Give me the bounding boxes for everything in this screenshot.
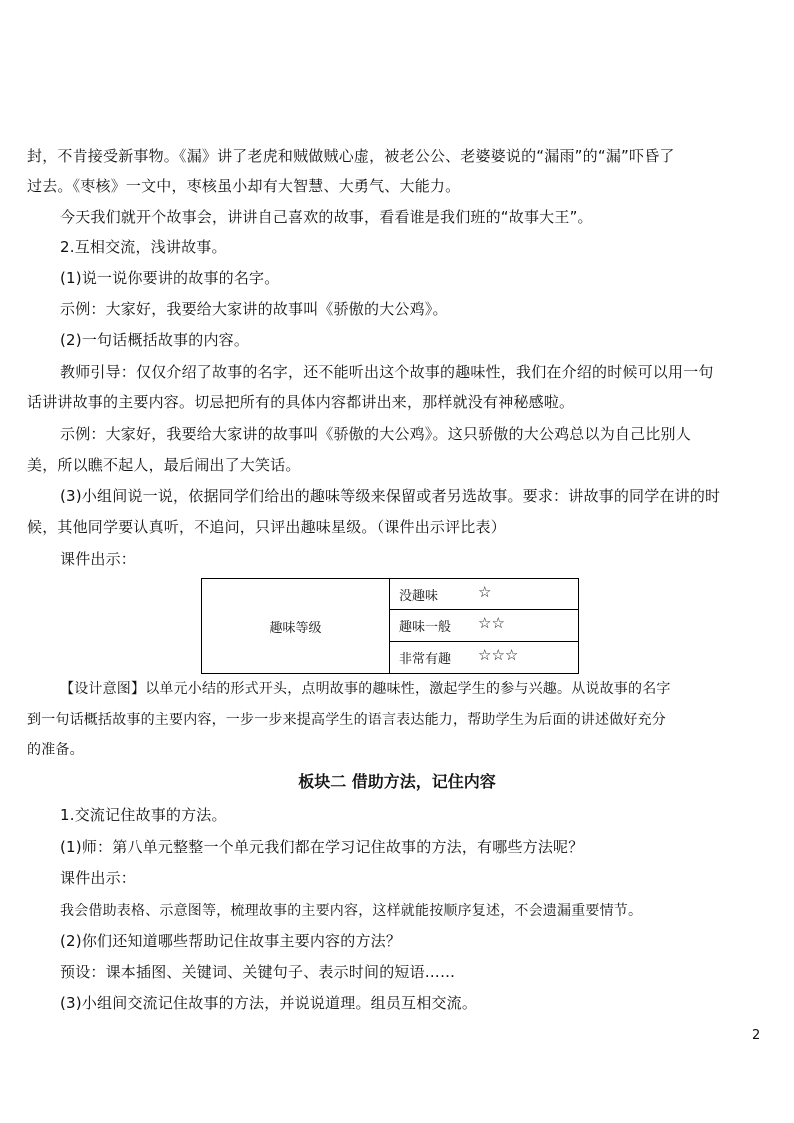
star-rating: ☆☆ [478, 614, 505, 632]
paragraph-line: 美，所以瞧不起人，最后闹出了大笑话。 [27, 456, 301, 474]
rating-table [201, 578, 579, 674]
paragraph-line: (3)小组间交流记住故事的方法，并说说道理。组员互相交流。 [60, 994, 478, 1012]
paragraph-line: 候，其他同学要认真听，不追问，只评出趣味星级。（课件出示评比表） [27, 518, 506, 536]
design-intent-line: 【设计意图】以单元小结的形式开头，点明故事的趣味性，激起学生的参与兴趣。从说故事的名字 [60, 681, 671, 697]
rating-row [390, 642, 578, 673]
rating-table-label: 趣味等级 [202, 579, 390, 673]
paragraph-line: (1)说一说你要讲的故事的名字。 [60, 269, 280, 287]
paragraph-line: 课件出示： [60, 550, 137, 568]
paragraph-line: 过去。《枣核》一文中，枣核虽小却有大智慧、大勇气、大能力。 [27, 177, 461, 195]
paragraph-line: 预设：课本插图、关键词、关键句子、表示时间的短语…… [60, 963, 456, 981]
paragraph-line: (3)小组间说一说，依据同学们给出的趣味等级来保留或者另选故事。要求：讲故事的同学在讲的时 [60, 487, 721, 505]
paragraph-line: 示例：大家好，我要给大家讲的故事叫《骄傲的大公鸡》。这只骄傲的大公鸡总以为自己比别人 [60, 425, 691, 443]
rating-level: 没趣味 [399, 589, 439, 604]
paragraph-line: (2)你们还知道哪些帮助记住故事主要内容的方法？ [60, 932, 402, 950]
page-number: 2 [752, 1028, 761, 1043]
rating-row [390, 610, 578, 642]
paragraph-line: 教师引导：仅仅介绍了故事的名字，还不能听出这个故事的趣味性，我们在介绍的时候可以用一句 [60, 363, 714, 381]
design-intent-line: 到一句话概括故事的主要内容，一步一步来提高学生的语言表达能力，帮助学生为后面的讲述做好充分 [27, 712, 666, 728]
paragraph-line: 2.互相交流，浅讲故事。 [60, 238, 227, 256]
rating-level: 趣味一般 [399, 620, 452, 635]
star-rating: ☆ [478, 583, 492, 601]
star-rating: ☆☆☆ [478, 646, 519, 664]
rating-level: 非常有趣 [399, 652, 452, 667]
paragraph-line: (1)师：第八单元整整一个单元我们都在学习记住故事的方法，有哪些方法呢？ [60, 838, 584, 856]
paragraph-line: 今天我们就开个故事会，讲讲自己喜欢的故事，看看谁是我们班的“故事大王”。 [60, 208, 593, 226]
rating-row [390, 579, 578, 610]
paragraph-line: 示例：大家好，我要给大家讲的故事叫《骄傲的大公鸡》。 [60, 300, 448, 318]
paragraph-line: 我会借助表格、示意图等，梳理故事的主要内容，这样就能按顺序复述，不会遗漏重要情节。 [60, 903, 643, 919]
paragraph-line: 封，不肯接受新事物。《漏》讲了老虎和贼做贼心虚，被老公公、老婆婆说的“漏雨”的“漏”吓昏了 [27, 147, 675, 165]
section-heading: 板块二 借助方法，记住内容 [298, 772, 496, 791]
paragraph-line: 课件出示： [60, 869, 137, 887]
design-intent-line: 的准备。 [27, 742, 84, 758]
paragraph-line: 1.交流记住故事的方法。 [60, 806, 227, 824]
paragraph-line: 话讲讲故事的主要内容。切忌把所有的具体内容都讲出来，那样就没有神秘感啦。 [27, 393, 575, 411]
paragraph-line: (2)一句话概括故事的内容。 [60, 331, 250, 349]
